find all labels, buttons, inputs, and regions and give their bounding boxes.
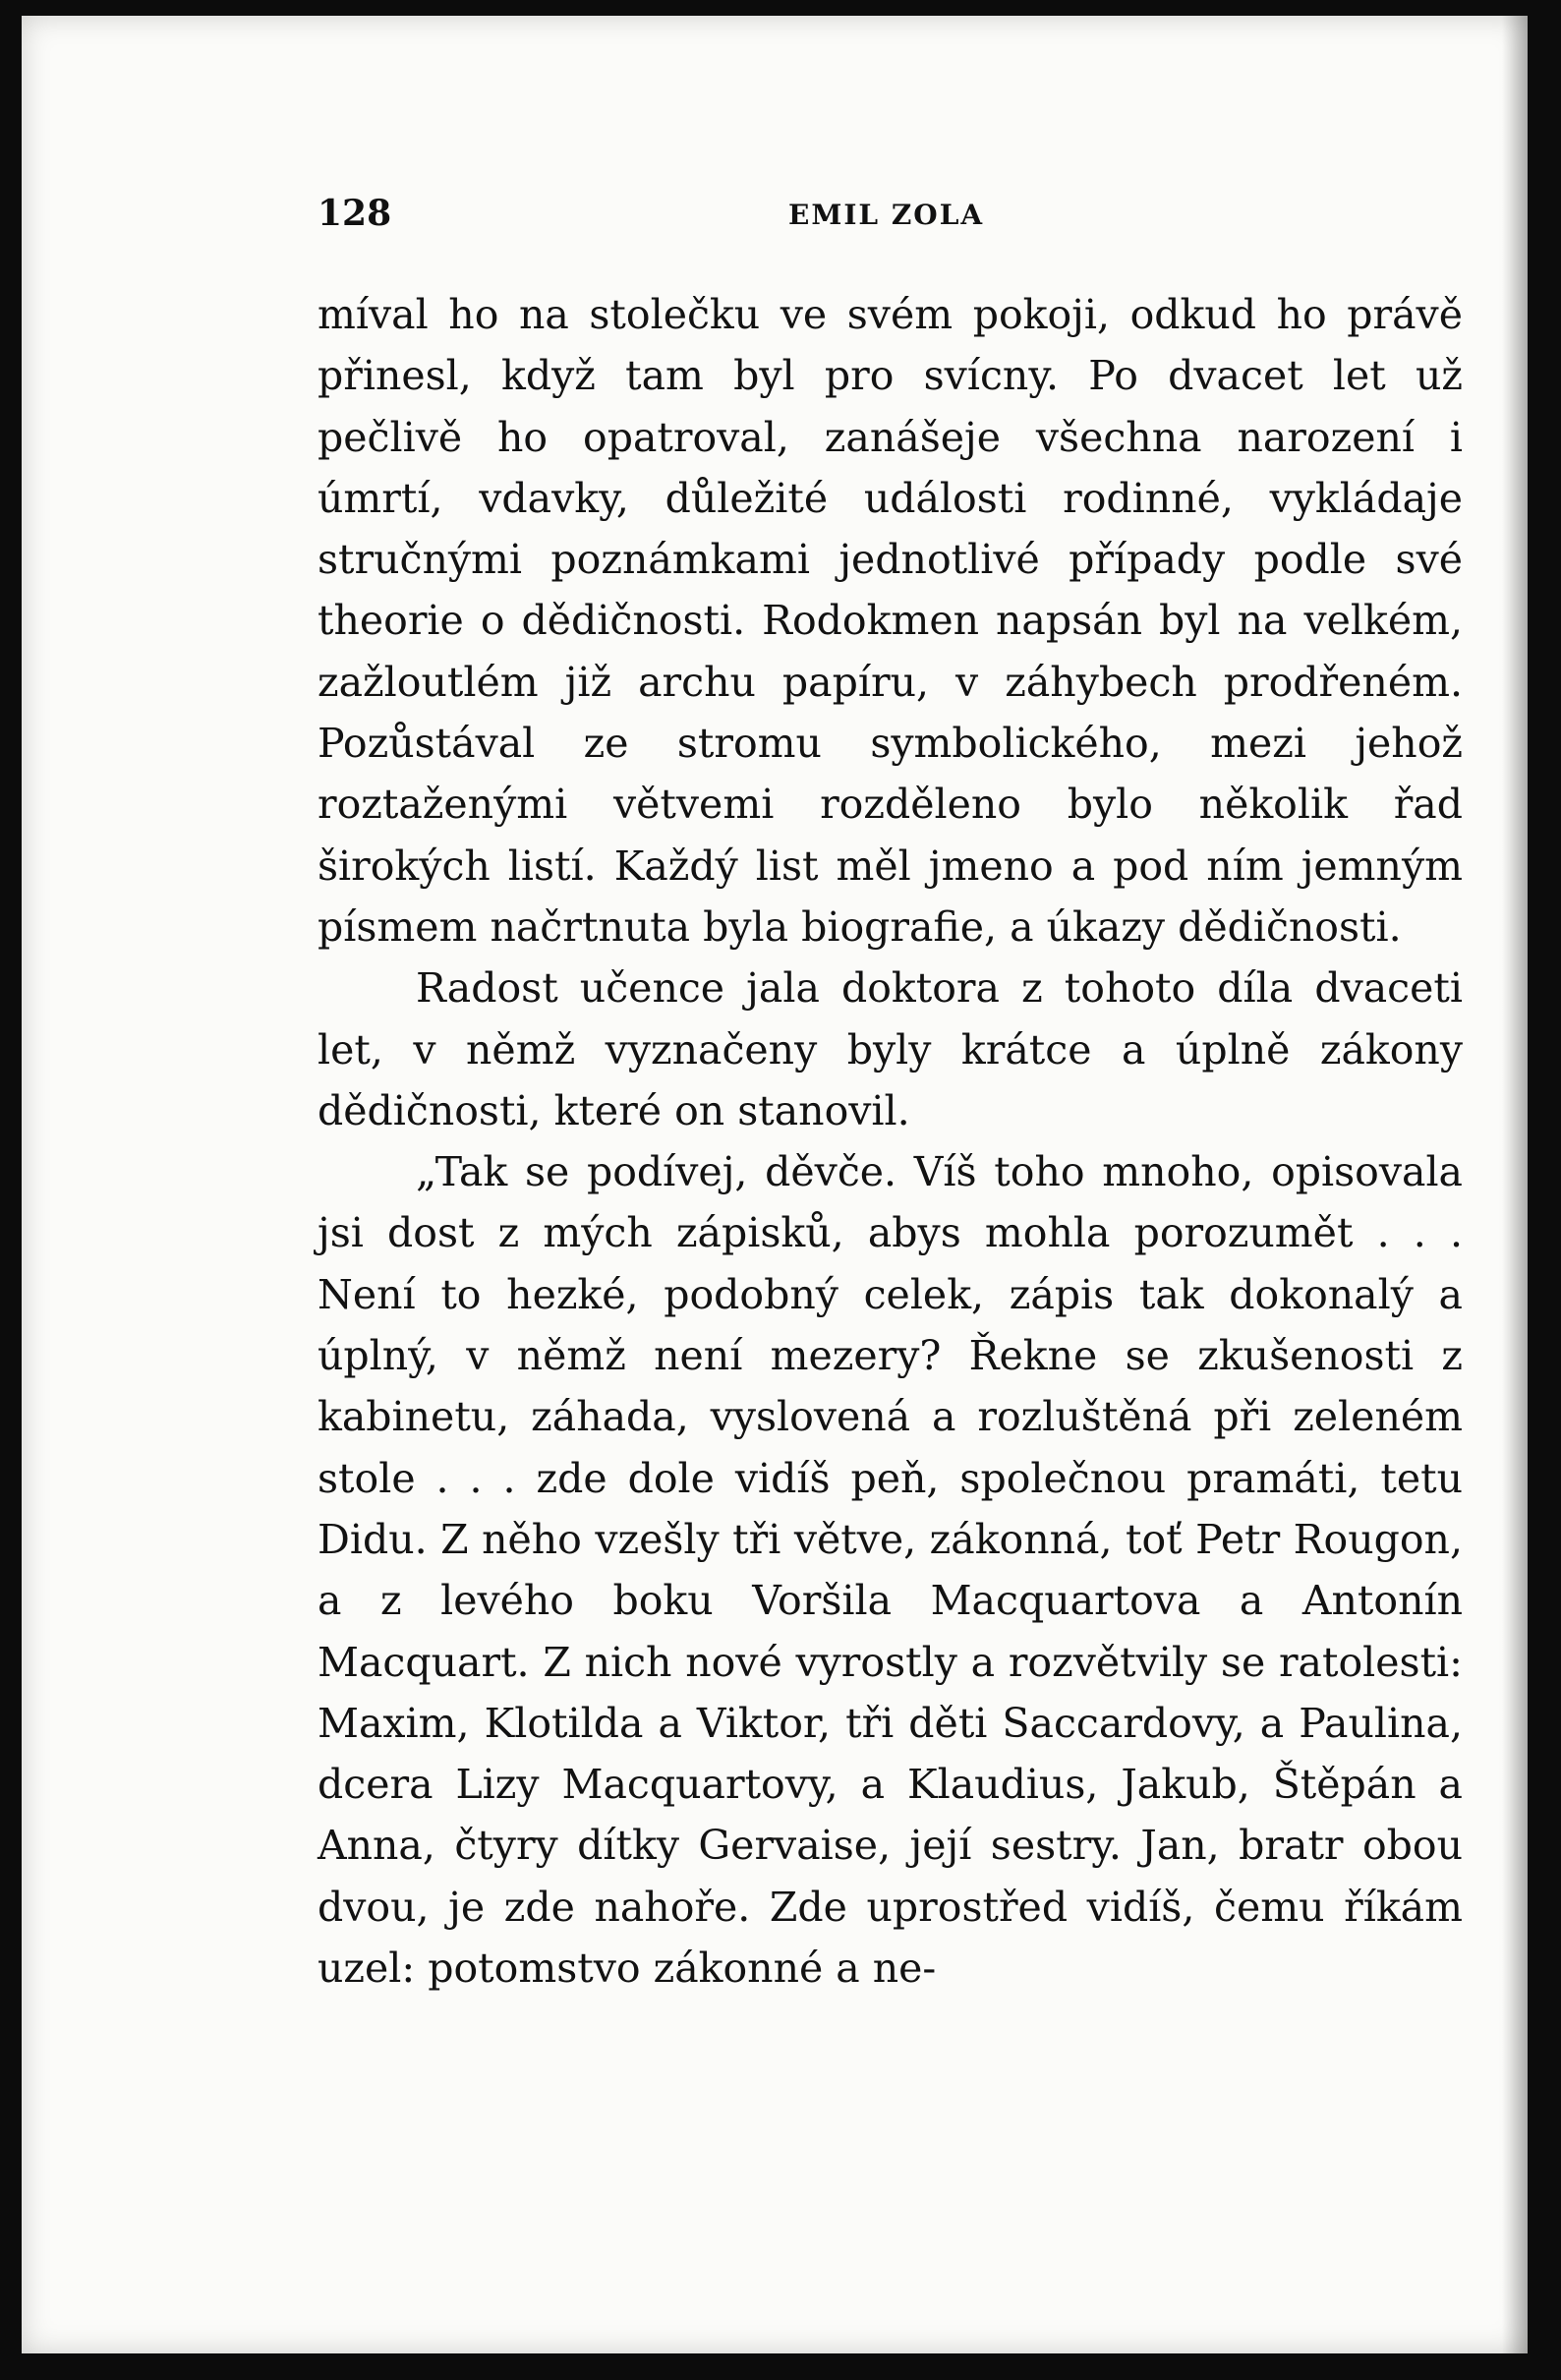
running-head: EMIL ZOLA: [788, 199, 985, 231]
body-text: [318, 284, 1463, 1999]
paragraph-1: míval ho na stolečku ve svém pokoji, odkud ho právě přinesl, když tam byl pro svícny. Po dvacet let už pečlivě ho opatroval, zanášeje všechna narození i úmrtí, vdavky, důležité události rodinné, vykládaje stručnými poznámkami jednotlivé případy podle své theorie o dědičnosti. Rodokmen napsán byl na velkém, zažloutlém již archu papíru, v záhybech prodřeném. Pozůstával ze stromu symbolického, mezi jehož roztaženými větvemi rozděleno bylo několik řad širokých listí. Každý list měl jmeno a pod ním jemným písmem načrtnuta byla biografie, a úkazy dědičnosti.: [318, 291, 1463, 951]
paragraph-3: „Tak se podívej, děvče. Víš toho mnoho, opisovala jsi dost z mých zápisků, abys mohla porozumět . . . Není to hezké, podobný celek, zápis tak dokonalý a úplný, v němž není mezery? Řekne se zkušenosti z kabinetu, záhada, vyslovená a rozluštěná při zeleném stole . . . zde dole vidíš peň, společnou pramáti, tetu Didu. Z něho vzešly tři větve, zákonná, toť Petr Rougon, a z levého boku Voršila Macquartova a Antonín Macquart. Z nich nové vyrostly a rozvětvily se ratolesti: Maxim, Klotilda a Viktor, tři děti Saccardovy, a Paulina, dcera Lizy Macquartovy, a Klaudius, Jakub, Štěpán a Anna, čtyry dítky Gervaise, její sestry. Jan, bratr obou dvou, je zde nahoře. Zde uprostřed vidíš, čemu říkám uzel: potomstvo zákonné a ne-: [318, 1148, 1463, 1993]
page-edge-shadow: [1502, 16, 1528, 2353]
book-page: [22, 16, 1528, 2353]
page-header: [22, 193, 1528, 242]
paragraph-2: Radost učence jala doktora z tohoto díla dvaceti let, v němž vyznačeny byly krátce a úplně zákony dědičnosti, které on stanovil.: [318, 964, 1463, 1134]
page-number: 128: [318, 193, 392, 234]
